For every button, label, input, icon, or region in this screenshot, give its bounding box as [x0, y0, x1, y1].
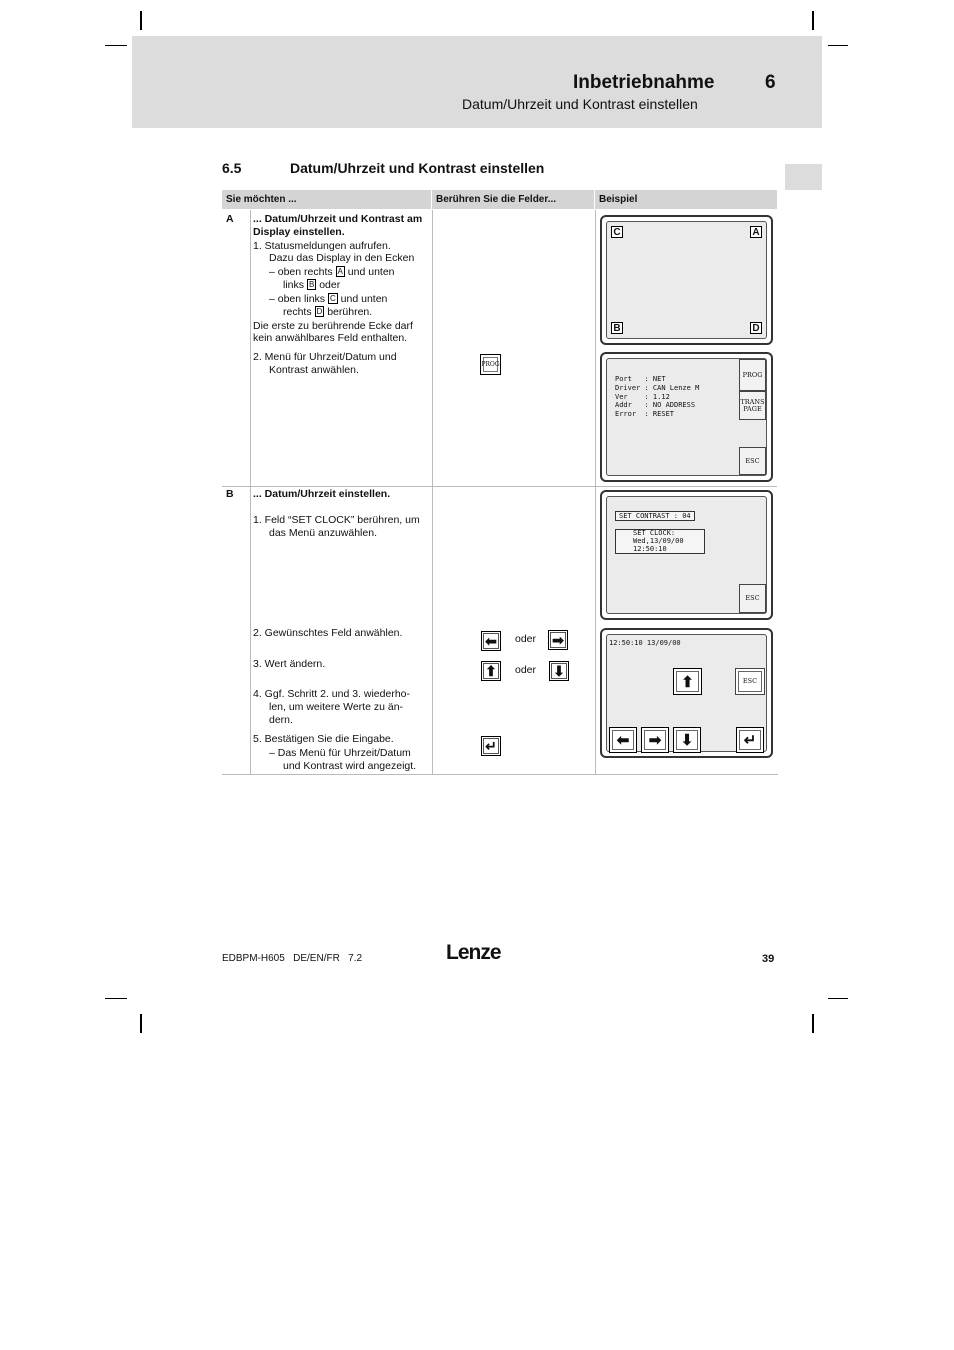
column-header-example: Beispiel	[595, 190, 777, 209]
row-a-heading: ... Datum/Uhrzeit und Kontrast am	[253, 213, 423, 225]
step-text: Dazu das Display in den Ecken	[269, 252, 415, 264]
step-text: 3. Wert ändern.	[253, 658, 326, 670]
display-screen	[606, 358, 767, 476]
corner-key-a: A	[337, 267, 343, 276]
thumb-tab	[785, 164, 822, 190]
step-text: dern.	[269, 714, 293, 726]
display-menu	[600, 490, 773, 620]
crop-mark	[828, 45, 848, 46]
crop-mark	[105, 45, 127, 46]
column-header-touch: Berühren Sie die Felder...	[432, 190, 594, 209]
step-text: und Kontrast wird angezeigt.	[283, 760, 417, 772]
display-screen	[606, 634, 767, 752]
screen-trans-page-button[interactable]: TRANS PAGE	[739, 391, 766, 420]
display-clock	[600, 628, 773, 758]
column-header-want: Sie möchten ...	[222, 190, 431, 209]
header-bar	[132, 36, 822, 128]
step-text: 1. Statusmeldungen aufrufen.	[253, 240, 391, 252]
grid-line	[595, 210, 596, 774]
step-text: len, um weitere Werte zu än-	[269, 701, 404, 713]
corner-key-c: C	[329, 294, 336, 303]
arrow-down-icon[interactable]: ⬇	[673, 727, 701, 753]
arrow-right-icon[interactable]: ➡	[641, 727, 669, 753]
arrow-left-icon[interactable]: ⬅	[609, 727, 637, 753]
crop-mark	[812, 11, 814, 30]
arrow-left-icon[interactable]: ⬅	[481, 631, 501, 651]
corner-key-d: D	[316, 307, 323, 316]
display-status	[600, 352, 773, 482]
grid-line	[222, 774, 778, 775]
section-title: Datum/Uhrzeit und Kontrast einstellen	[290, 160, 545, 176]
arrow-up-icon[interactable]: ⬆	[673, 668, 702, 695]
step-text: 2. Gewünschtes Feld anwählen.	[253, 627, 403, 639]
oder-text: oder	[515, 664, 537, 676]
oder-text: oder	[515, 633, 537, 645]
grid-line	[222, 486, 777, 487]
corner-key-b: B	[308, 280, 315, 289]
display-screen	[606, 221, 767, 339]
corner-c[interactable]: C	[611, 226, 623, 238]
corner-b[interactable]: B	[611, 322, 623, 334]
set-clock-field[interactable]: SET CLOCK: Wed,13/09/00 12:50:10	[615, 529, 705, 554]
step-text: rechts D berühren.	[283, 306, 373, 318]
display-corners	[600, 215, 773, 345]
step-text: – Das Menü für Uhrzeit/Datum	[269, 747, 411, 759]
crop-mark	[140, 11, 142, 30]
crop-mark	[828, 998, 848, 999]
row-label-a: A	[226, 213, 234, 225]
row-b-heading: ... Datum/Uhrzeit einstellen.	[253, 488, 391, 500]
step-text: 2. Menü für Uhrzeit/Datum und	[253, 351, 397, 363]
chapter-number: 6	[765, 72, 776, 93]
arrow-right-icon[interactable]: ➡	[548, 630, 568, 650]
status-line: Ver : 1.12	[615, 393, 670, 401]
arrow-up-icon[interactable]: ⬆	[481, 661, 501, 681]
note-text: Die erste zu berührende Ecke darf	[253, 320, 413, 332]
lenze-logo: Lenze	[446, 941, 501, 964]
step-text: links B oder	[283, 279, 341, 291]
step-text: 4. Ggf. Schritt 2. und 3. wiederho-	[253, 688, 410, 700]
step-text: – oben rechts A und unten	[269, 266, 395, 278]
set-contrast-field[interactable]: SET CONTRAST : 04	[615, 511, 695, 521]
row-a-heading: Display einstellen.	[253, 226, 345, 238]
crop-mark	[140, 1014, 142, 1033]
arrow-down-icon[interactable]: ⬇	[549, 661, 569, 681]
screen-esc-button[interactable]: ESC	[739, 584, 766, 613]
screen-prog-button[interactable]: PROG	[739, 359, 766, 391]
enter-icon[interactable]: ↵	[736, 727, 764, 753]
prog-button[interactable]: PROG	[480, 354, 501, 375]
status-line: Driver : CAN Lenze M	[615, 384, 700, 392]
note-text: kein anwählbares Feld enthalten.	[253, 332, 408, 344]
corner-d[interactable]: D	[750, 322, 762, 334]
step-text: das Menü anzuwählen.	[269, 527, 377, 539]
screen-esc-button[interactable]: ESC	[735, 668, 765, 695]
enter-icon[interactable]: ↵	[481, 736, 501, 756]
status-line: Error : RESET	[615, 410, 675, 418]
display-screen	[606, 496, 767, 614]
step-text: 5. Bestätigen Sie die Eingabe.	[253, 733, 394, 745]
section-number: 6.5	[222, 160, 242, 176]
grid-line	[250, 210, 251, 774]
status-line: Port : NET	[615, 375, 666, 383]
chapter-title: Inbetriebnahme	[573, 72, 715, 93]
status-line: Addr : NO ADDRESS	[615, 401, 696, 409]
page-number: 39	[762, 953, 775, 965]
row-label-b: B	[226, 488, 234, 500]
document-id: EDBPM-H605 DE/EN/FR 7.2	[222, 953, 363, 964]
clock-value: 12:50:10 13/09/00	[609, 639, 681, 647]
grid-line	[432, 210, 433, 774]
step-text: 1. Feld “SET CLOCK” berühren, um	[253, 514, 420, 526]
step-text: Kontrast anwählen.	[269, 364, 359, 376]
step-text: – oben links C und unten	[269, 293, 388, 305]
corner-a[interactable]: A	[750, 226, 762, 238]
crop-mark	[105, 998, 127, 999]
screen-esc-button[interactable]: ESC	[739, 447, 766, 475]
crop-mark	[812, 1014, 814, 1033]
chapter-subtitle: Datum/Uhrzeit und Kontrast einstellen	[462, 96, 698, 112]
